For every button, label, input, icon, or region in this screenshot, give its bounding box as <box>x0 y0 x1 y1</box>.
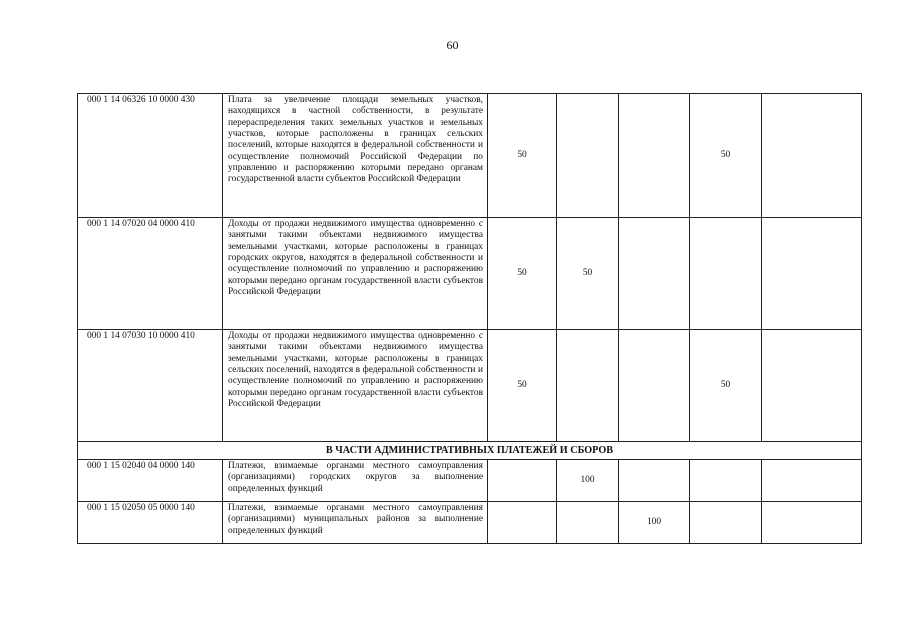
description-cell: Платежи, взимаемые органами местного самоуправления (организациями) городских округов за выполнение определенных функций <box>223 460 488 502</box>
description-cell: Плата за увеличение площади земельных участков, находящихся в частной собственности, в результате перераспределения таких земельных участков и земельных участков, которые расположены в границах сельских поселений, которые находятся в федеральной собственности и осуществление полномочий Российской Федерации по управлению и распоряжению которыми передано органам государственной власти субъектов Российской Федерации <box>223 94 488 218</box>
norm-cell-2: 50 <box>557 218 619 330</box>
norm-cell-5 <box>762 94 862 218</box>
table-row <box>78 94 862 218</box>
table-row <box>78 218 862 330</box>
description-cell: Платежи, взимаемые органами местного самоуправления (организациями) муниципальных районов за выполнение определенных функций <box>223 502 488 544</box>
table-row <box>78 502 862 544</box>
norm-cell-4: 50 <box>690 94 762 218</box>
kbk-code-cell: 000 1 14 07030 10 0000 410 <box>78 330 223 442</box>
norm-cell-2 <box>557 330 619 442</box>
norm-cell-1: 50 <box>488 218 557 330</box>
norm-cell-4: 50 <box>690 330 762 442</box>
page-number: 60 <box>446 38 459 52</box>
norm-cell-3 <box>619 460 690 502</box>
norm-cell-1: 50 <box>488 94 557 218</box>
section-heading: В ЧАСТИ АДМИНИСТРАТИВНЫХ ПЛАТЕЖЕЙ И СБОРОВ <box>78 442 862 460</box>
norm-cell-1 <box>488 502 557 544</box>
norm-cell-3 <box>619 330 690 442</box>
norm-cell-5 <box>762 460 862 502</box>
norm-cell-5 <box>762 218 862 330</box>
description-cell: Доходы от продажи недвижимого имущества одновременно с занятыми такими объектами недвижимого имущества земельными участками, которые расположены в границах городских округов, находятся в федеральной собственности и осуществление полномочий по управлению и распоряжению которыми передано органам государственной власти субъектов Российской Федерации <box>223 218 488 330</box>
kbk-code-cell: 000 1 15 02050 05 0000 140 <box>78 502 223 544</box>
norm-cell-2 <box>557 502 619 544</box>
norm-cell-5 <box>762 502 862 544</box>
table-row <box>78 460 862 502</box>
kbk-code-cell: 000 1 14 07020 04 0000 410 <box>78 218 223 330</box>
description-cell: Доходы от продажи недвижимого имущества одновременно с занятыми такими объектами недвижимого имущества земельными участками, которые расположены в границах сельских поселений, находятся в федеральной собственности и осуществление полномочий по управлению и распоряжению которыми передано органам государственной власти субъектов Российской Федерации <box>223 330 488 442</box>
norm-cell-4 <box>690 502 762 544</box>
norm-cell-3: 100 <box>619 502 690 544</box>
section-row <box>78 442 862 460</box>
norm-cell-5 <box>762 330 862 442</box>
norm-cell-4 <box>690 460 762 502</box>
norm-cell-4 <box>690 218 762 330</box>
norm-cell-2: 100 <box>557 460 619 502</box>
kbk-code-cell: 000 1 14 06326 10 0000 430 <box>78 94 223 218</box>
kbk-code-cell: 000 1 15 02040 04 0000 140 <box>78 460 223 502</box>
norm-cell-2 <box>557 94 619 218</box>
norm-cell-1 <box>488 460 557 502</box>
revenue-table <box>77 93 862 544</box>
norm-cell-1: 50 <box>488 330 557 442</box>
norm-cell-3 <box>619 94 690 218</box>
table-row <box>78 330 862 442</box>
norm-cell-3 <box>619 218 690 330</box>
